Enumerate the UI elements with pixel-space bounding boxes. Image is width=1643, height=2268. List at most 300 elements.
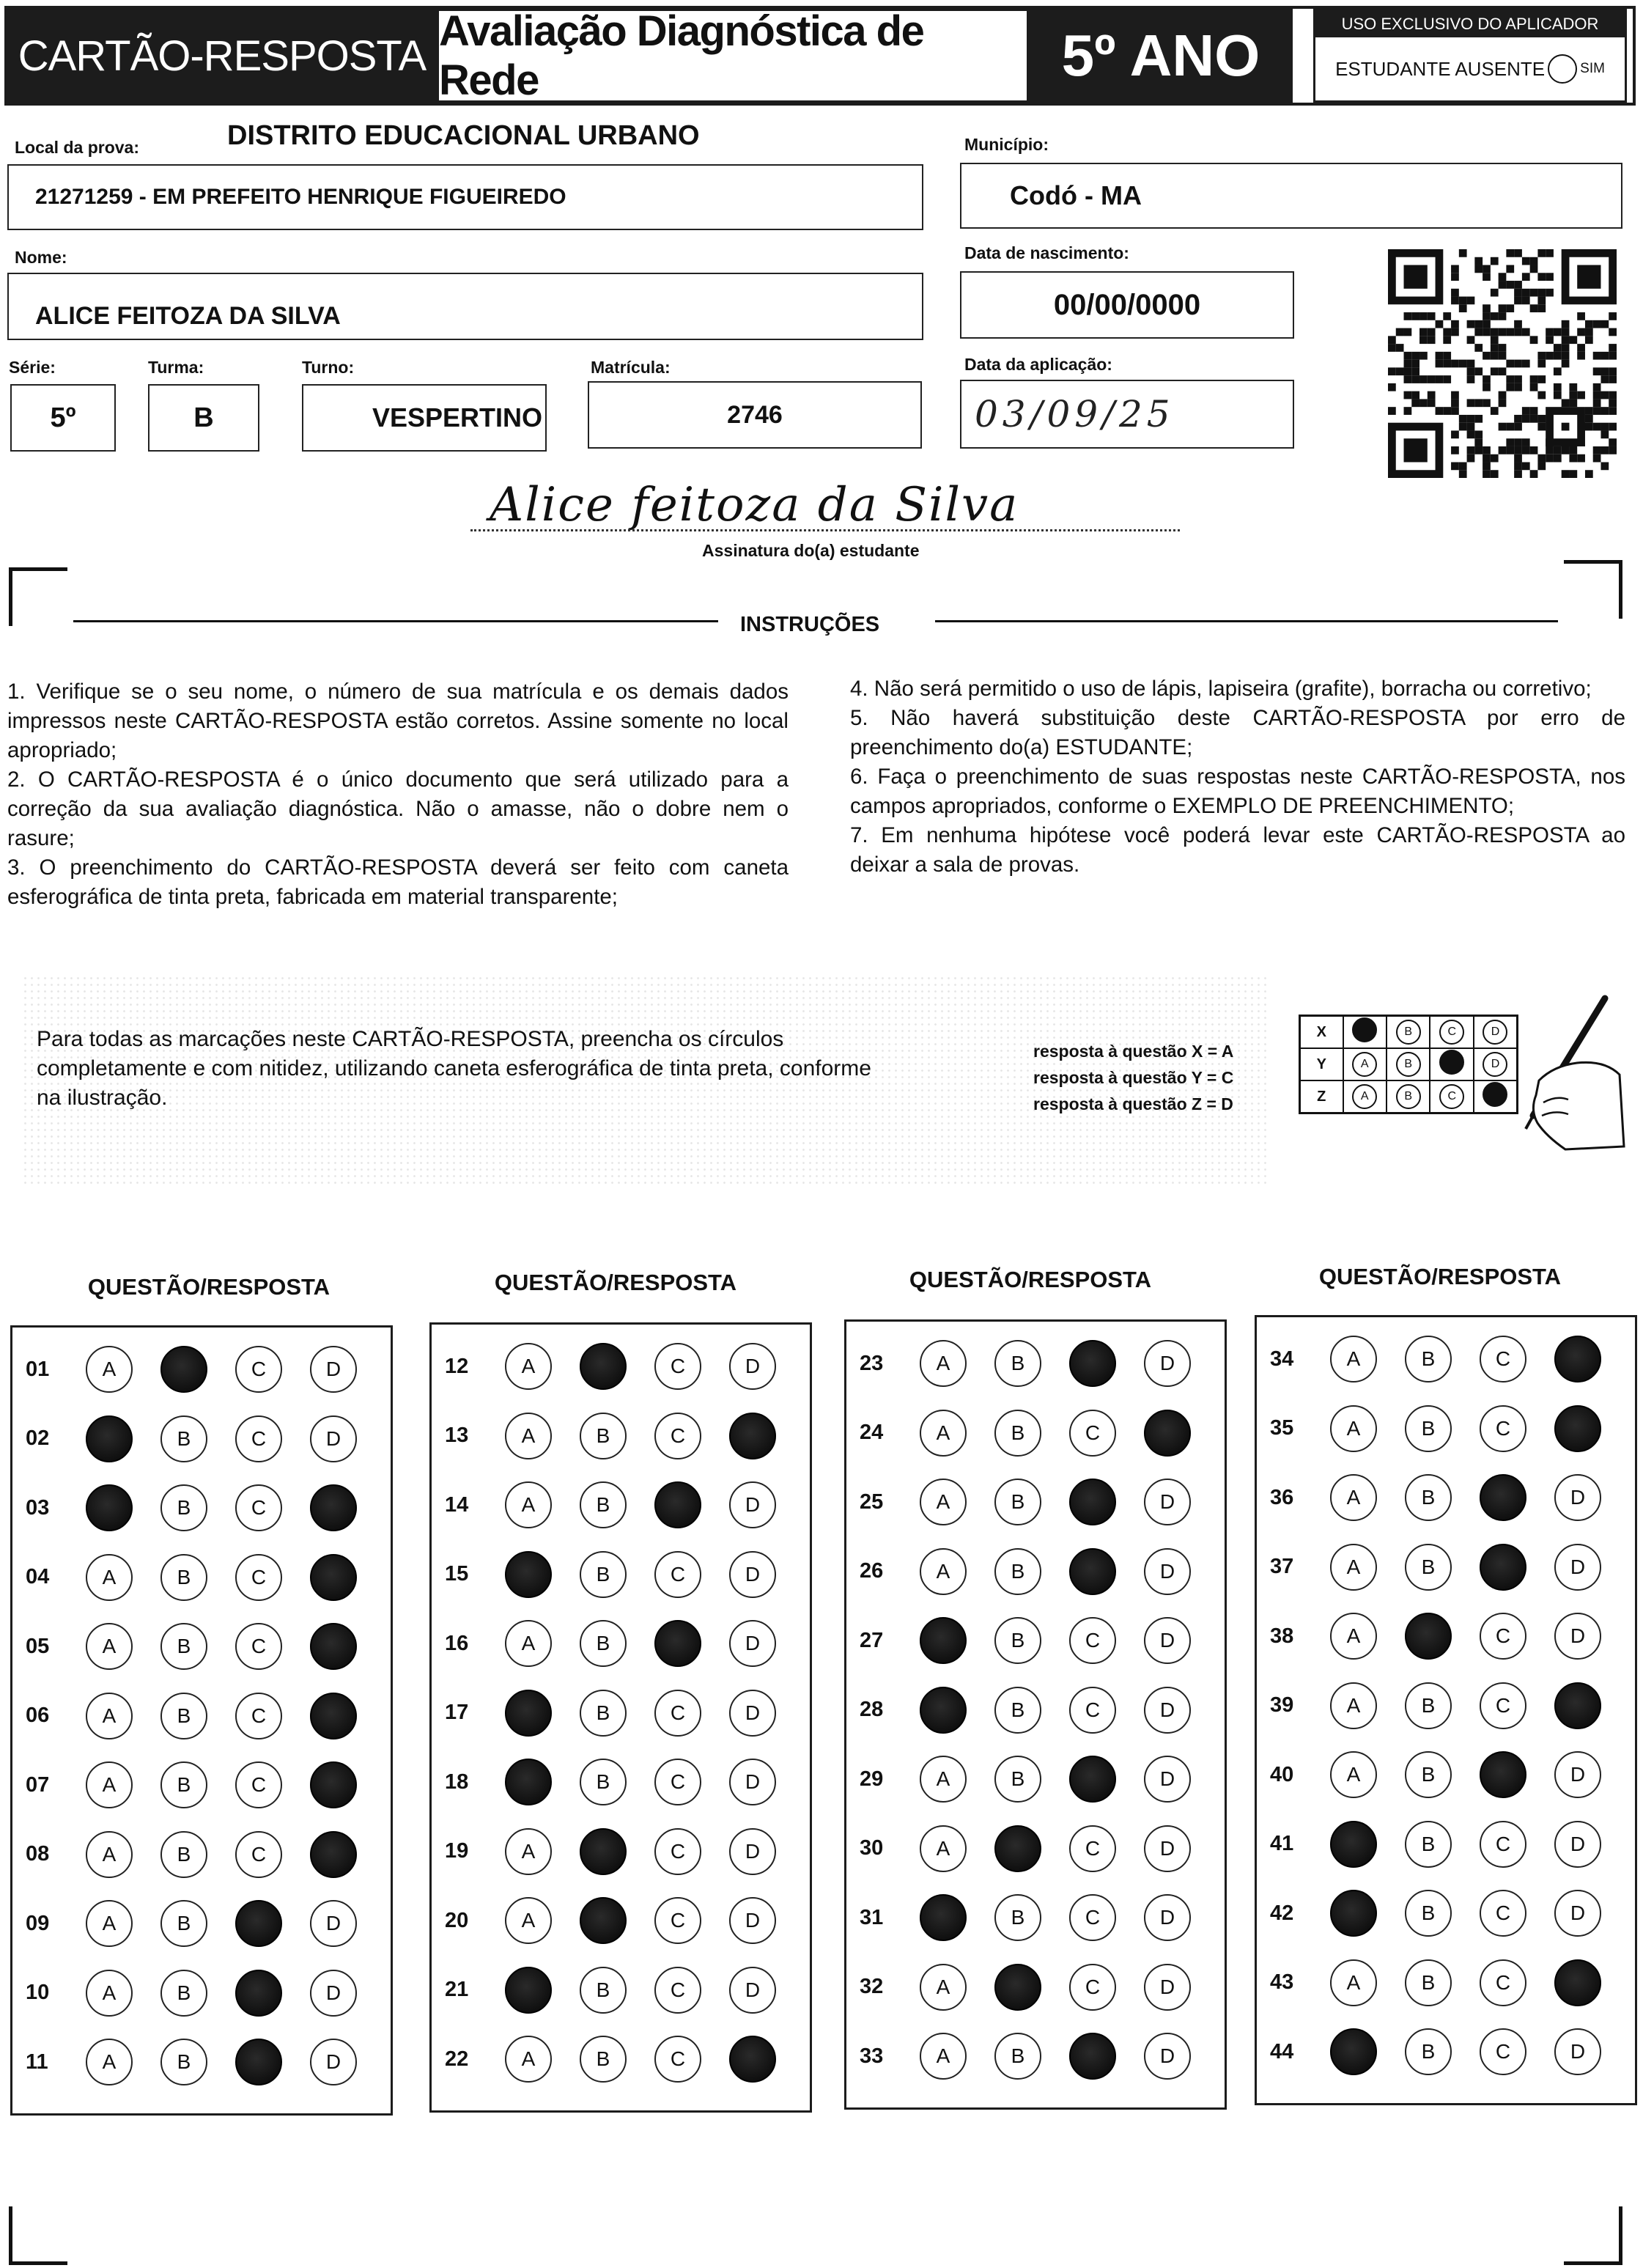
- answer-bubble-c[interactable]: [235, 2039, 282, 2085]
- answer-bubble-b[interactable]: B: [994, 1756, 1041, 1803]
- instructions-rule-left: [73, 620, 718, 622]
- instructions-rule-right: [935, 620, 1558, 622]
- answer-bubble-a[interactable]: A: [86, 1346, 133, 1393]
- answer-bubble-c[interactable]: [235, 1900, 282, 1947]
- block-title-2: QUESTÃO/RESPOSTA: [494, 1270, 737, 1295]
- answer-bubble-b[interactable]: B: [580, 2036, 627, 2083]
- answer-bubble-b[interactable]: B: [580, 1690, 627, 1737]
- answer-bubble-c[interactable]: C: [654, 1413, 701, 1459]
- example-bubble-c: C: [1439, 1020, 1464, 1045]
- answer-bubble-d[interactable]: D: [729, 1828, 776, 1875]
- question-row: [432, 1402, 810, 1471]
- answer-bubble-a[interactable]: A: [505, 1828, 552, 1875]
- answer-bubble-a[interactable]: A: [86, 1970, 133, 2017]
- question-number: 27: [860, 1628, 884, 1652]
- answer-bubble-a[interactable]: [1330, 1890, 1377, 1937]
- answer-bubble-a[interactable]: A: [505, 1481, 552, 1528]
- answer-bubble-d[interactable]: D: [1554, 1890, 1601, 1937]
- answer-bubble-b[interactable]: B: [1405, 1890, 1452, 1937]
- answer-bubble-b[interactable]: B: [1405, 1751, 1452, 1798]
- question-row: [432, 1540, 810, 1610]
- question-row: [1257, 1394, 1635, 1464]
- answer-block-1: [10, 1325, 393, 2116]
- school-field: 21271259 - EM PREFEITO HENRIQUE FIGUEIREDO: [7, 164, 923, 230]
- answer-bubble-b[interactable]: B: [1405, 1821, 1452, 1868]
- serie-label: Série:: [9, 358, 56, 377]
- answer-bubble-b[interactable]: B: [1405, 2028, 1452, 2075]
- answer-bubble-b[interactable]: B: [580, 1413, 627, 1459]
- answer-bubble-b[interactable]: [994, 1964, 1041, 2011]
- answer-bubble-d[interactable]: [1554, 1405, 1601, 1452]
- answer-bubble-c[interactable]: C: [1480, 1613, 1526, 1660]
- question-number: 35: [1270, 1416, 1294, 1440]
- example-instructions: Para todas as marcações neste CARTÃO-RESPOSTA, preencha os círculos completamente e com nitidez, utilizando caneta esferográfica de tinta preta, conforme na ilustração.: [37, 1027, 871, 1110]
- example-bubble-c: C: [1439, 1084, 1464, 1109]
- answer-bubble-b[interactable]: B: [580, 1551, 627, 1598]
- answer-bubble-c[interactable]: [1480, 1474, 1526, 1521]
- example-legend-item: resposta à questão X = A: [1033, 1042, 1234, 1061]
- example-row-label: X: [1300, 1016, 1343, 1049]
- question-row: [846, 1814, 1225, 1884]
- answer-bubble-b[interactable]: B: [580, 1481, 627, 1528]
- turno-field: VESPERTINO: [302, 384, 547, 452]
- answer-bubble-d[interactable]: [1554, 1959, 1601, 2006]
- example-bubble-b: B: [1396, 1052, 1421, 1077]
- corner-mark-top-left: [9, 567, 67, 626]
- answer-bubble-d[interactable]: D: [310, 1346, 357, 1393]
- question-number: 34: [1270, 1347, 1294, 1371]
- district-name: DISTRITO EDUCACIONAL URBANO: [227, 120, 700, 151]
- answer-bubble-a[interactable]: [505, 1967, 552, 2014]
- instruction-item: 5. Não haverá substituição deste CARTÃO-RESPOSTA por erro de preenchimento do(a) ESTUDANTE;: [850, 706, 1625, 759]
- question-row: [846, 1329, 1225, 1399]
- answer-bubble-c[interactable]: [654, 1481, 701, 1528]
- answer-bubble-c[interactable]: [1069, 1756, 1116, 1803]
- answer-bubble-c[interactable]: C: [1480, 1890, 1526, 1937]
- question-row: [12, 1820, 391, 1890]
- answer-bubble-d[interactable]: D: [1144, 1894, 1191, 1941]
- answer-bubble-c[interactable]: C: [235, 1346, 282, 1393]
- instruction-item: 3. O preenchimento do CARTÃO-RESPOSTA deverá ser feito com caneta esferográfica de tinta preta, fabricada em material transparente;: [7, 855, 789, 909]
- instruction-item: 4. Não será permitido o uso de lápis, lapiseira (grafite), borracha ou corretivo;: [850, 677, 1592, 701]
- question-number: 09: [26, 1911, 50, 1935]
- answer-bubble-a[interactable]: A: [1330, 1544, 1377, 1591]
- instructions-title: INSTRUÇÕES: [740, 613, 880, 636]
- answer-bubble-c[interactable]: C: [1069, 1825, 1116, 1872]
- question-row: [12, 1473, 391, 1543]
- answer-bubble-d[interactable]: D: [1144, 1687, 1191, 1734]
- aplicacao-field: 03/09/25: [960, 380, 1294, 449]
- answer-bubble-d[interactable]: [1554, 1682, 1601, 1729]
- answer-bubble-d[interactable]: D: [1144, 1617, 1191, 1664]
- example-bubble-a: A: [1352, 1052, 1377, 1077]
- question-row: [846, 1399, 1225, 1468]
- answer-bubble-c[interactable]: C: [1069, 1617, 1116, 1664]
- example-legend-item: resposta à questão Z = D: [1033, 1094, 1233, 1113]
- answer-bubble-d[interactable]: D: [729, 1620, 776, 1667]
- matricula-field: 2746: [588, 381, 922, 449]
- answer-bubble-c[interactable]: C: [1480, 2028, 1526, 2075]
- answer-bubble-c[interactable]: C: [654, 1897, 701, 1944]
- answer-bubble-b[interactable]: B: [160, 1831, 207, 1878]
- answer-bubble-c[interactable]: C: [1069, 1964, 1116, 2011]
- question-number: 08: [26, 1842, 50, 1866]
- pen-hand-icon: [1495, 993, 1627, 1154]
- answer-bubble-a[interactable]: A: [86, 1761, 133, 1808]
- instructions-left: [7, 677, 789, 912]
- question-number: 38: [1270, 1624, 1294, 1648]
- question-number: 11: [26, 2050, 48, 2074]
- question-number: 44: [1270, 2039, 1294, 2063]
- answer-bubble-c[interactable]: C: [1069, 1894, 1116, 1941]
- question-row: [1257, 1463, 1635, 1533]
- answer-bubble-c[interactable]: [235, 1970, 282, 2017]
- answer-bubble-d[interactable]: [729, 2036, 776, 2083]
- answer-bubble-b[interactable]: B: [160, 1693, 207, 1739]
- answer-bubble-b[interactable]: B: [160, 1623, 207, 1670]
- answer-bubble-d[interactable]: [310, 1761, 357, 1808]
- corner-mark-bottom-left: [9, 2206, 67, 2265]
- question-number: 12: [445, 1354, 469, 1378]
- question-number: 36: [1270, 1485, 1294, 1509]
- answer-bubble-a[interactable]: A: [86, 1831, 133, 1878]
- answer-bubble-d[interactable]: D: [1554, 1613, 1601, 1660]
- answer-bubble-a[interactable]: A: [920, 2033, 967, 2080]
- answer-bubble-a[interactable]: [505, 1690, 552, 1737]
- example-bubble-b: B: [1396, 1020, 1421, 1045]
- answer-bubble-d[interactable]: D: [729, 1967, 776, 2014]
- question-row: [432, 1817, 810, 1887]
- question-row: [1257, 1948, 1635, 2018]
- answer-bubble-b[interactable]: B: [1405, 1544, 1452, 1591]
- answer-bubble-d[interactable]: D: [1144, 1340, 1191, 1387]
- example-bubble-a: A: [1352, 1084, 1377, 1109]
- question-row: [12, 1335, 391, 1404]
- question-number: 32: [860, 1975, 884, 1999]
- question-row: [12, 1612, 391, 1682]
- question-number: 41: [1270, 1832, 1294, 1856]
- answer-bubble-b[interactable]: B: [994, 1617, 1041, 1664]
- answer-bubble-b[interactable]: [580, 1828, 627, 1875]
- question-row: [1257, 1602, 1635, 1671]
- answer-bubble-b[interactable]: B: [1405, 1474, 1452, 1521]
- answer-bubble-c[interactable]: C: [1480, 1336, 1526, 1382]
- answer-bubble-d[interactable]: D: [729, 1551, 776, 1598]
- answer-bubble-a[interactable]: A: [1330, 1613, 1377, 1660]
- card-title: CARTÃO-RESPOSTA: [7, 9, 437, 103]
- question-number: 17: [445, 1701, 469, 1725]
- answer-block-3: [844, 1319, 1227, 2110]
- answer-bubble-c[interactable]: [1069, 1479, 1116, 1525]
- answer-bubble-b[interactable]: B: [160, 1900, 207, 1947]
- answer-bubble-c[interactable]: [1480, 1751, 1526, 1798]
- instruction-item: 1. Verifique se o seu nome, o número de sua matrícula e os demais dados impressos neste CARTÃO-RESPOSTA estão corretos. Assine somente no local apropriado;: [7, 680, 789, 762]
- answer-bubble-a[interactable]: A: [86, 1900, 133, 1947]
- answer-bubble-d[interactable]: D: [310, 1415, 357, 1462]
- question-row: [432, 1470, 810, 1540]
- answer-bubble-b[interactable]: [580, 1343, 627, 1390]
- question-number: 14: [445, 1492, 469, 1517]
- question-row: [432, 1748, 810, 1817]
- signature-line: [470, 529, 1180, 531]
- question-number: 19: [445, 1839, 469, 1863]
- nome-label: Nome:: [15, 248, 67, 267]
- answer-bubble-c[interactable]: C: [1069, 1687, 1116, 1734]
- answer-bubble-a[interactable]: [920, 1687, 967, 1734]
- nascimento-label: Data de nascimento:: [964, 243, 1129, 262]
- question-row: [12, 1889, 391, 1959]
- question-number: 18: [445, 1770, 469, 1794]
- answer-bubble-a[interactable]: A: [920, 1825, 967, 1872]
- answer-bubble-a[interactable]: A: [1330, 1751, 1377, 1798]
- answer-bubble-c[interactable]: [1069, 2033, 1116, 2080]
- question-number: 20: [445, 1908, 469, 1932]
- answer-bubble-b[interactable]: B: [580, 1759, 627, 1805]
- answer-bubble-a[interactable]: A: [920, 1756, 967, 1803]
- question-number: 04: [26, 1565, 50, 1589]
- answer-bubble-d[interactable]: D: [1554, 1821, 1601, 1868]
- answer-bubble-a[interactable]: A: [1330, 1336, 1377, 1382]
- turno-label: Turno:: [302, 358, 355, 377]
- answer-bubble-b[interactable]: [994, 1825, 1041, 1872]
- question-number: 28: [860, 1698, 884, 1722]
- nome-field: ALICE FEITOZA DA SILVA: [7, 273, 923, 340]
- answer-bubble-c[interactable]: [1069, 1340, 1116, 1387]
- local-label: Local da prova:: [15, 138, 139, 157]
- question-row: [12, 1750, 391, 1820]
- answer-bubble-d[interactable]: D: [310, 2039, 357, 2085]
- answer-bubble-b[interactable]: B: [994, 1479, 1041, 1525]
- answer-bubble-c[interactable]: [1480, 1544, 1526, 1591]
- answer-bubble-d[interactable]: D: [1144, 1825, 1191, 1872]
- answer-bubble-d[interactable]: D: [729, 1481, 776, 1528]
- answer-bubble-d[interactable]: D: [729, 1343, 776, 1390]
- question-row: [432, 1886, 810, 1956]
- absent-bubble[interactable]: [1548, 54, 1577, 84]
- question-row: [846, 1883, 1225, 1953]
- answer-bubble-d[interactable]: [1144, 1410, 1191, 1457]
- answer-bubble-c[interactable]: C: [654, 1551, 701, 1598]
- question-number: 16: [445, 1631, 469, 1655]
- answer-bubble-d[interactable]: D: [729, 1897, 776, 1944]
- answer-bubble-b[interactable]: B: [580, 1967, 627, 2014]
- answer-bubble-c[interactable]: C: [1480, 1821, 1526, 1868]
- answer-bubble-c[interactable]: C: [1480, 1405, 1526, 1452]
- question-row: [846, 1606, 1225, 1676]
- answer-bubble-b[interactable]: B: [1405, 1336, 1452, 1382]
- answer-bubble-a[interactable]: A: [920, 1479, 967, 1525]
- answer-bubble-c[interactable]: C: [654, 1828, 701, 1875]
- answer-bubble-d[interactable]: D: [1554, 1751, 1601, 1798]
- answer-bubble-b[interactable]: B: [994, 2033, 1041, 2080]
- grade-year: 5º ANO: [1029, 9, 1293, 103]
- example-row-label: Y: [1300, 1048, 1343, 1080]
- answer-bubble-b[interactable]: B: [160, 1484, 207, 1531]
- answer-bubble-d[interactable]: [310, 1484, 357, 1531]
- answer-bubble-d[interactable]: D: [1144, 2033, 1191, 2080]
- answer-bubble-a[interactable]: A: [505, 2036, 552, 2083]
- question-number: 06: [26, 1704, 50, 1728]
- answer-bubble-d[interactable]: D: [729, 1690, 776, 1737]
- answer-bubble-d[interactable]: [310, 1623, 357, 1670]
- answer-bubble-d[interactable]: D: [1144, 1548, 1191, 1595]
- aplicacao-label: Data da aplicação:: [964, 355, 1112, 374]
- question-row: [846, 1953, 1225, 2022]
- question-row: [846, 1468, 1225, 1537]
- answer-bubble-d[interactable]: D: [1144, 1964, 1191, 2011]
- answer-bubble-b[interactable]: B: [160, 1415, 207, 1462]
- question-number: 29: [860, 1767, 884, 1791]
- question-number: 22: [445, 2047, 469, 2071]
- question-row: [1257, 1671, 1635, 1741]
- question-number: 10: [26, 1981, 50, 2005]
- answer-bubble-a[interactable]: [920, 1894, 967, 1941]
- answer-bubble-a[interactable]: [505, 1759, 552, 1805]
- question-row: [12, 1682, 391, 1751]
- answer-bubble-d[interactable]: [1554, 1336, 1601, 1382]
- instructions-right: [850, 674, 1625, 880]
- answer-bubble-a[interactable]: [86, 1484, 133, 1531]
- answer-bubble-a[interactable]: A: [920, 1340, 967, 1387]
- answer-bubble-a[interactable]: A: [86, 1623, 133, 1670]
- answer-bubble-b[interactable]: B: [160, 1761, 207, 1808]
- question-row: [12, 1959, 391, 2028]
- question-row: [846, 2022, 1225, 2091]
- question-number: 01: [26, 1357, 50, 1381]
- answer-bubble-a[interactable]: A: [86, 1554, 133, 1601]
- answer-bubble-c[interactable]: C: [654, 1343, 701, 1390]
- answer-bubble-d[interactable]: [310, 1831, 357, 1878]
- answer-bubble-a[interactable]: [505, 1551, 552, 1598]
- answer-bubble-d[interactable]: D: [310, 1970, 357, 2017]
- example-bubble-d: D: [1483, 1052, 1507, 1077]
- answer-bubble-b[interactable]: B: [1405, 1405, 1452, 1452]
- answer-bubble-b[interactable]: [1405, 1613, 1452, 1660]
- answer-bubble-b[interactable]: B: [994, 1340, 1041, 1387]
- answer-bubble-a[interactable]: A: [1330, 1682, 1377, 1729]
- answer-bubble-d[interactable]: D: [1144, 1756, 1191, 1803]
- answer-bubble-d[interactable]: D: [729, 1759, 776, 1805]
- answer-bubble-c[interactable]: C: [235, 1623, 282, 1670]
- question-number: 23: [860, 1351, 884, 1375]
- answer-bubble-c[interactable]: C: [235, 1831, 282, 1878]
- answer-bubble-b[interactable]: B: [160, 2039, 207, 2085]
- assessment-title: Avaliação Diagnóstica de Rede: [437, 9, 1029, 103]
- question-number: 05: [26, 1634, 50, 1658]
- answer-bubble-c[interactable]: C: [1069, 1410, 1116, 1457]
- answer-bubble-a[interactable]: [920, 1617, 967, 1664]
- answer-bubble-c[interactable]: C: [654, 1690, 701, 1737]
- answer-bubble-c[interactable]: C: [1480, 1682, 1526, 1729]
- answer-bubble-d[interactable]: D: [1554, 1544, 1601, 1591]
- answer-bubble-c[interactable]: C: [654, 1759, 701, 1805]
- instruction-item: 6. Faça o preenchimento de suas respostas neste CARTÃO-RESPOSTA, nos campos apropriados, conforme o EXEMPLO DE PREENCHIMENTO;: [850, 765, 1625, 818]
- answer-bubble-c[interactable]: C: [235, 1484, 282, 1531]
- answer-bubble-a[interactable]: A: [505, 1343, 552, 1390]
- example-bubble-a: [1352, 1017, 1377, 1042]
- question-number: 33: [860, 2044, 884, 2068]
- answer-bubble-c[interactable]: [654, 1620, 701, 1667]
- answer-bubble-d[interactable]: D: [1554, 1474, 1601, 1521]
- answer-bubble-a[interactable]: A: [920, 1964, 967, 2011]
- answer-bubble-d[interactable]: [310, 1554, 357, 1601]
- answer-bubble-b[interactable]: [160, 1346, 207, 1393]
- answer-bubble-a[interactable]: A: [920, 1410, 967, 1457]
- answer-bubble-c[interactable]: C: [235, 1415, 282, 1462]
- nascimento-field: 00/00/0000: [960, 271, 1294, 339]
- question-row: [432, 1679, 810, 1748]
- turma-field: B: [148, 384, 259, 452]
- answer-bubble-a[interactable]: [1330, 1821, 1377, 1868]
- answer-bubble-a[interactable]: A: [920, 1548, 967, 1595]
- answer-bubble-c[interactable]: C: [1480, 1959, 1526, 2006]
- question-number: 15: [445, 1562, 469, 1586]
- question-row: [1257, 1325, 1635, 1394]
- question-number: 07: [26, 1772, 50, 1797]
- question-number: 39: [1270, 1693, 1294, 1717]
- answer-bubble-b[interactable]: B: [994, 1410, 1041, 1457]
- answer-bubble-a[interactable]: A: [505, 1620, 552, 1667]
- answer-block-2: [429, 1322, 812, 2113]
- answer-bubble-d[interactable]: [310, 1693, 357, 1739]
- question-number: 26: [860, 1559, 884, 1583]
- answer-bubble-a[interactable]: A: [505, 1897, 552, 1944]
- applicator-label: USO EXCLUSIVO DO APLICADOR: [1315, 11, 1625, 37]
- answer-bubble-b[interactable]: B: [580, 1620, 627, 1667]
- answer-bubble-b[interactable]: B: [160, 1554, 207, 1601]
- answer-bubble-d[interactable]: D: [1144, 1479, 1191, 1525]
- question-row: [432, 2025, 810, 2094]
- answer-bubble-a[interactable]: [86, 1415, 133, 1462]
- question-row: [846, 1745, 1225, 1814]
- answer-bubble-c[interactable]: C: [654, 1967, 701, 2014]
- question-row: [1257, 1810, 1635, 1879]
- example-legend-item: resposta à questão Y = C: [1033, 1068, 1234, 1087]
- answer-bubble-a[interactable]: A: [1330, 1474, 1377, 1521]
- answer-bubble-a[interactable]: A: [1330, 1959, 1377, 2006]
- example-legend: [1033, 1038, 1233, 1117]
- example-bubble-d: D: [1483, 1020, 1507, 1045]
- answer-bubble-b[interactable]: B: [994, 1687, 1041, 1734]
- answer-bubble-b[interactable]: B: [160, 1970, 207, 2017]
- answer-bubble-a[interactable]: A: [86, 2039, 133, 2085]
- answer-bubble-c[interactable]: C: [235, 1693, 282, 1739]
- answer-bubble-a[interactable]: [1330, 2028, 1377, 2075]
- answer-bubble-c[interactable]: C: [235, 1761, 282, 1808]
- answer-bubble-b[interactable]: [580, 1897, 627, 1944]
- signature-caption: Assinatura do(a) estudante: [702, 541, 920, 560]
- answer-bubble-d[interactable]: D: [310, 1900, 357, 1947]
- example-bubble-c: [1439, 1050, 1464, 1075]
- block-title-3: QUESTÃO/RESPOSTA: [909, 1267, 1152, 1292]
- answer-bubble-b[interactable]: B: [994, 1894, 1041, 1941]
- answer-bubble-c[interactable]: [1069, 1548, 1116, 1595]
- answer-bubble-b[interactable]: B: [1405, 1959, 1452, 2006]
- question-row: [1257, 2017, 1635, 2087]
- example-grid: [1299, 1015, 1518, 1114]
- answer-bubble-b[interactable]: B: [994, 1548, 1041, 1595]
- answer-bubble-a[interactable]: A: [1330, 1405, 1377, 1452]
- answer-bubble-a[interactable]: A: [86, 1693, 133, 1739]
- absent-label: ESTUDANTE AUSENTE: [1335, 57, 1546, 80]
- answer-bubble-b[interactable]: B: [1405, 1682, 1452, 1729]
- answer-bubble-a[interactable]: A: [505, 1413, 552, 1459]
- answer-bubble-d[interactable]: D: [1554, 2028, 1601, 2075]
- answer-bubble-c[interactable]: C: [235, 1554, 282, 1601]
- answer-bubble-d[interactable]: [729, 1413, 776, 1459]
- question-number: 30: [860, 1836, 884, 1860]
- answer-bubble-c[interactable]: C: [654, 2036, 701, 2083]
